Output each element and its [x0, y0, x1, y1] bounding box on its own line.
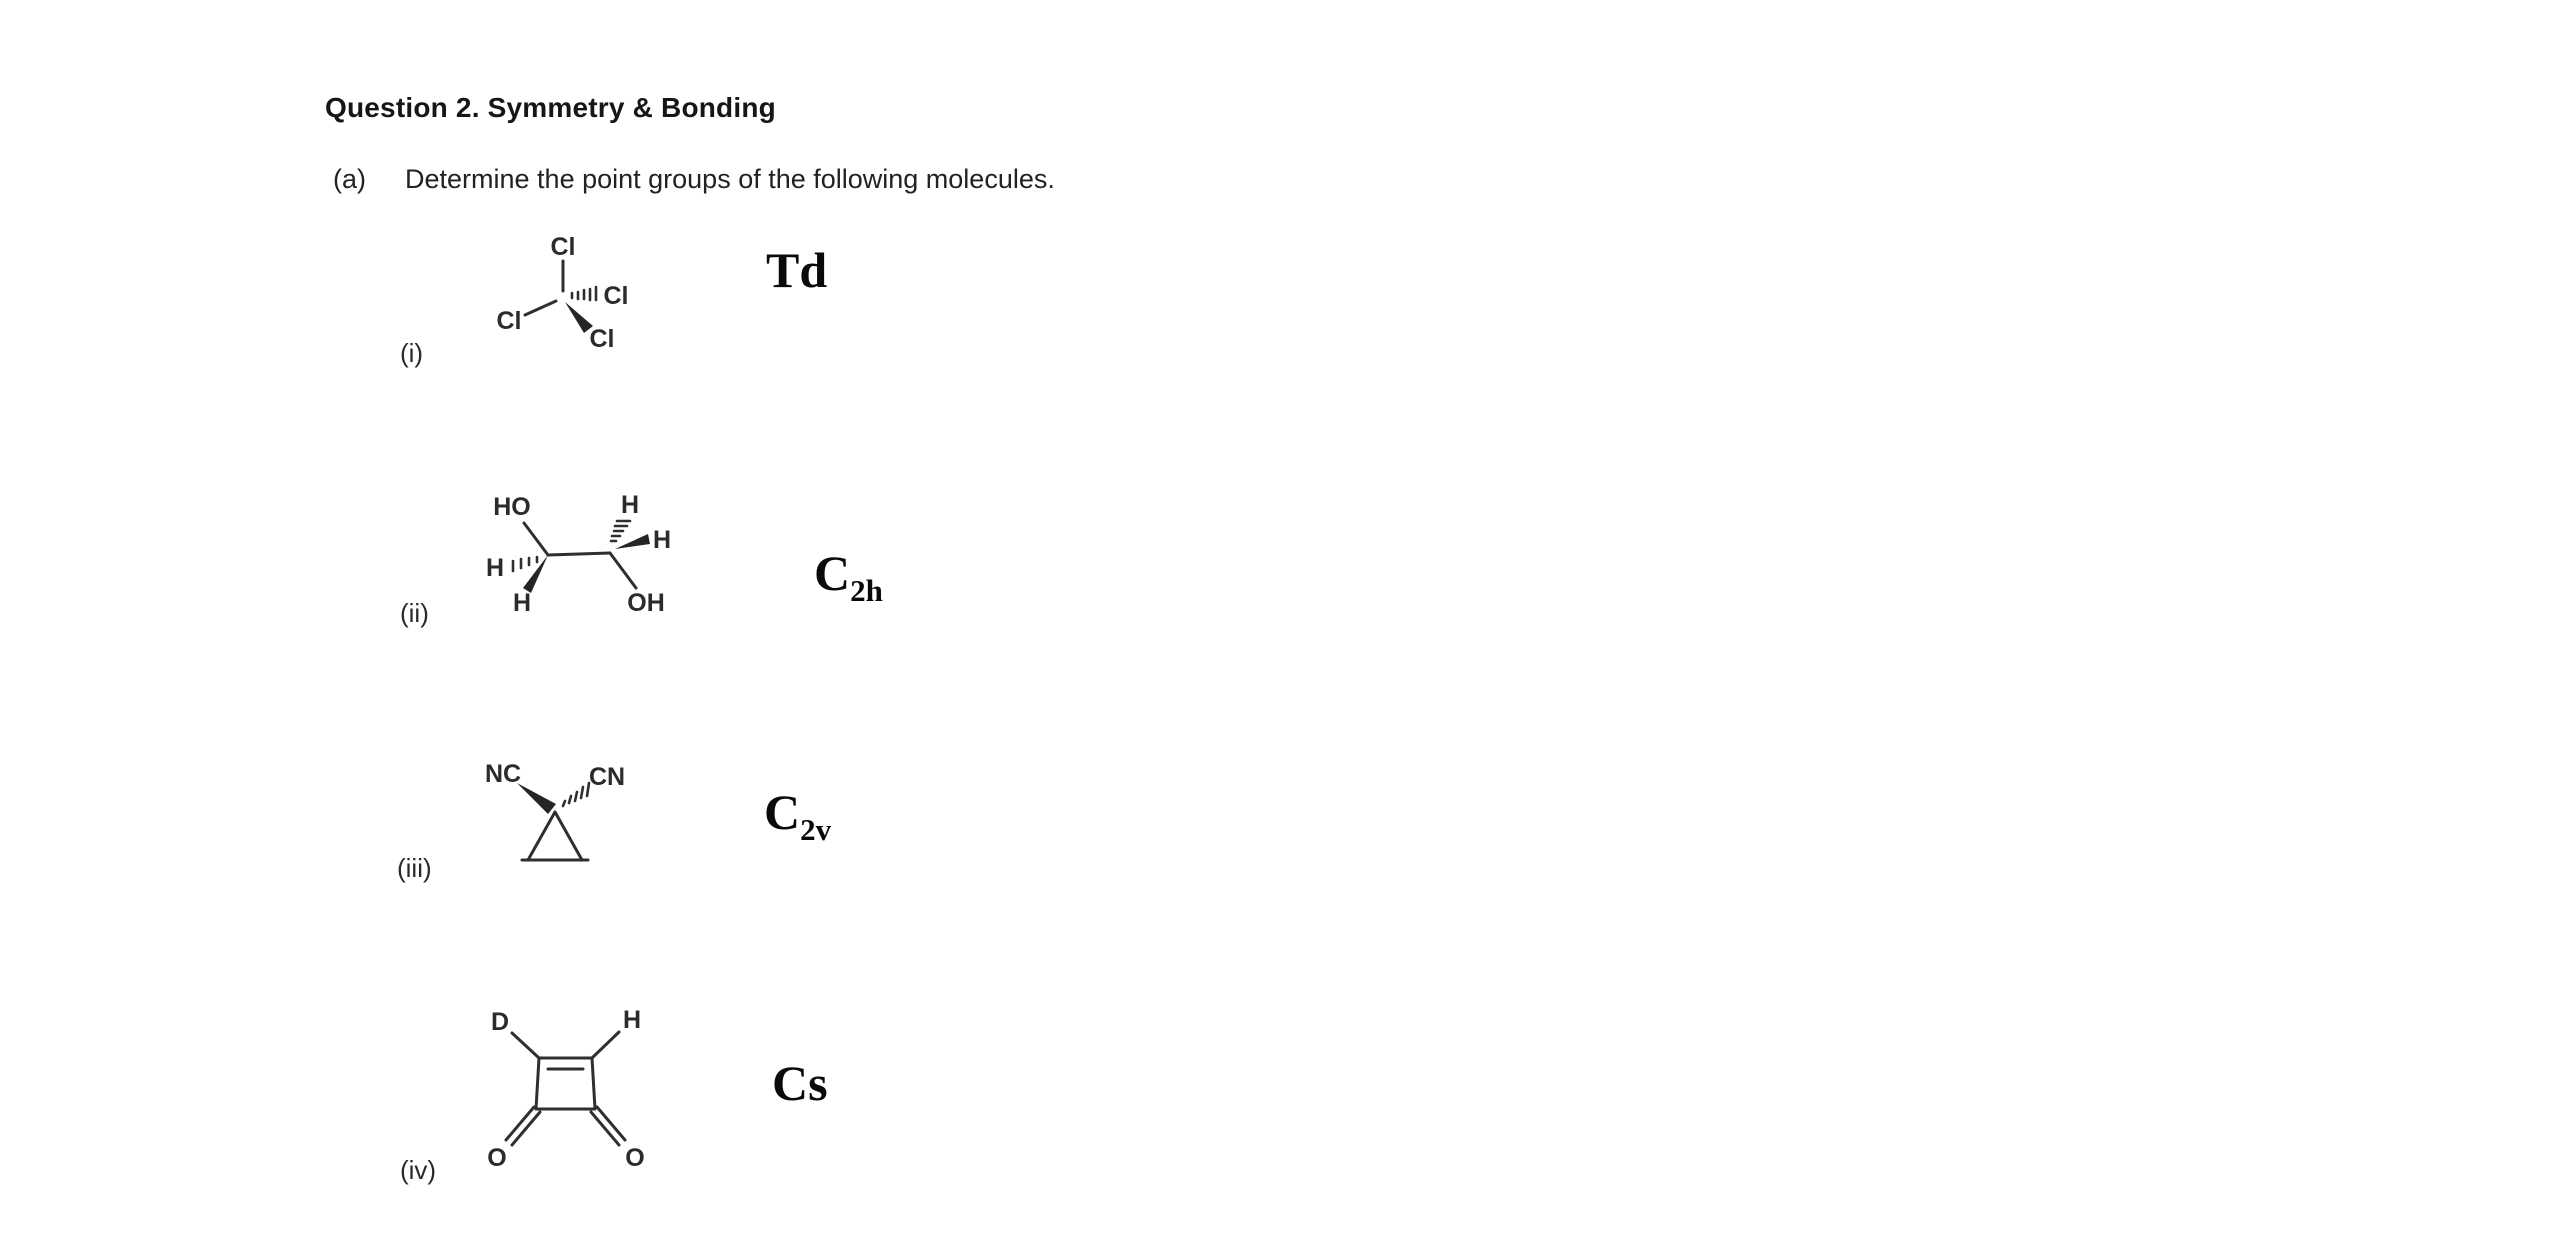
atom-label-cn: CN: [588, 763, 626, 791]
atom-label-cl-top: Cl: [550, 233, 576, 261]
double-bond-c-o-left: [506, 1107, 540, 1145]
hashed-wedge-bond-c-h-left: [513, 557, 537, 571]
part-a-label: (a): [333, 164, 366, 194]
molecule-iii-dicyanocyclopropane: [465, 742, 680, 902]
atom-label-h: H: [622, 1006, 642, 1034]
hashed-wedge-bond-c-cl-right: [572, 287, 596, 300]
molecule-i-tetrachloromethane: [485, 225, 695, 395]
bond-c-h: [592, 1032, 619, 1058]
atom-label-h-right: H: [652, 526, 672, 554]
hashed-wedge-bond-c-cn: [563, 783, 589, 806]
molecule-ii-ethanediol: [465, 478, 715, 648]
hashed-wedge-bond-c-h-up: [611, 521, 630, 541]
molecule-iv-cyclobutenedione: [455, 1002, 690, 1192]
answer-i-main: Td: [766, 242, 828, 298]
bond-c-oh-upleft: [524, 523, 548, 555]
atom-label-h-top: H: [620, 491, 640, 519]
answer-point-group-iii: [764, 784, 832, 847]
atom-label-o-left: O: [487, 1144, 507, 1172]
bond-c-oh-downright: [610, 553, 636, 588]
atom-label-nc: NC: [484, 760, 522, 788]
atom-label-cl-right: Cl: [603, 282, 629, 310]
answer-ii-subscript: 2h: [850, 573, 883, 608]
cyclobutene-ring: [536, 1058, 595, 1109]
atom-label-d: D: [490, 1008, 510, 1036]
item-iv-label: (iv): [400, 1155, 437, 1185]
answer-ii-main: C: [814, 545, 851, 601]
solid-wedge-bond-c-nc: [517, 783, 556, 814]
part-a-instruction: Determine the point groups of the following molecules.: [405, 164, 1055, 194]
item-ii-label: (ii): [400, 598, 429, 628]
bond-c-d: [512, 1033, 539, 1058]
answer-point-group-i: [766, 242, 828, 303]
answer-iv-main: Cs: [772, 1055, 828, 1111]
atom-label-o-right: O: [625, 1144, 645, 1172]
answer-point-group-ii: [814, 545, 883, 608]
atom-label-oh: OH: [627, 589, 665, 617]
atom-label-cl-bottom: Cl: [589, 325, 615, 353]
double-bond-c-o-right: [591, 1107, 625, 1145]
cyclopropane-ring: [522, 812, 588, 860]
item-i-label: (i): [400, 338, 424, 368]
answer-iii-main: C: [764, 784, 801, 840]
bond-c-cl-left: [525, 301, 556, 315]
atom-label-h-left: H: [485, 554, 505, 582]
atom-label-ho: HO: [493, 493, 531, 521]
solid-wedge-bond-c-h-down: [523, 555, 548, 593]
bond-c-c: [548, 553, 610, 555]
answer-point-group-iv: [772, 1055, 828, 1116]
answer-iii-subscript: 2v: [800, 812, 832, 847]
question-title: Question 2. Symmetry & Bonding: [325, 92, 776, 123]
atom-label-cl-left: Cl: [496, 307, 522, 335]
item-iii-label: (iii): [397, 853, 432, 883]
atom-label-h-bottom: H: [512, 589, 532, 617]
